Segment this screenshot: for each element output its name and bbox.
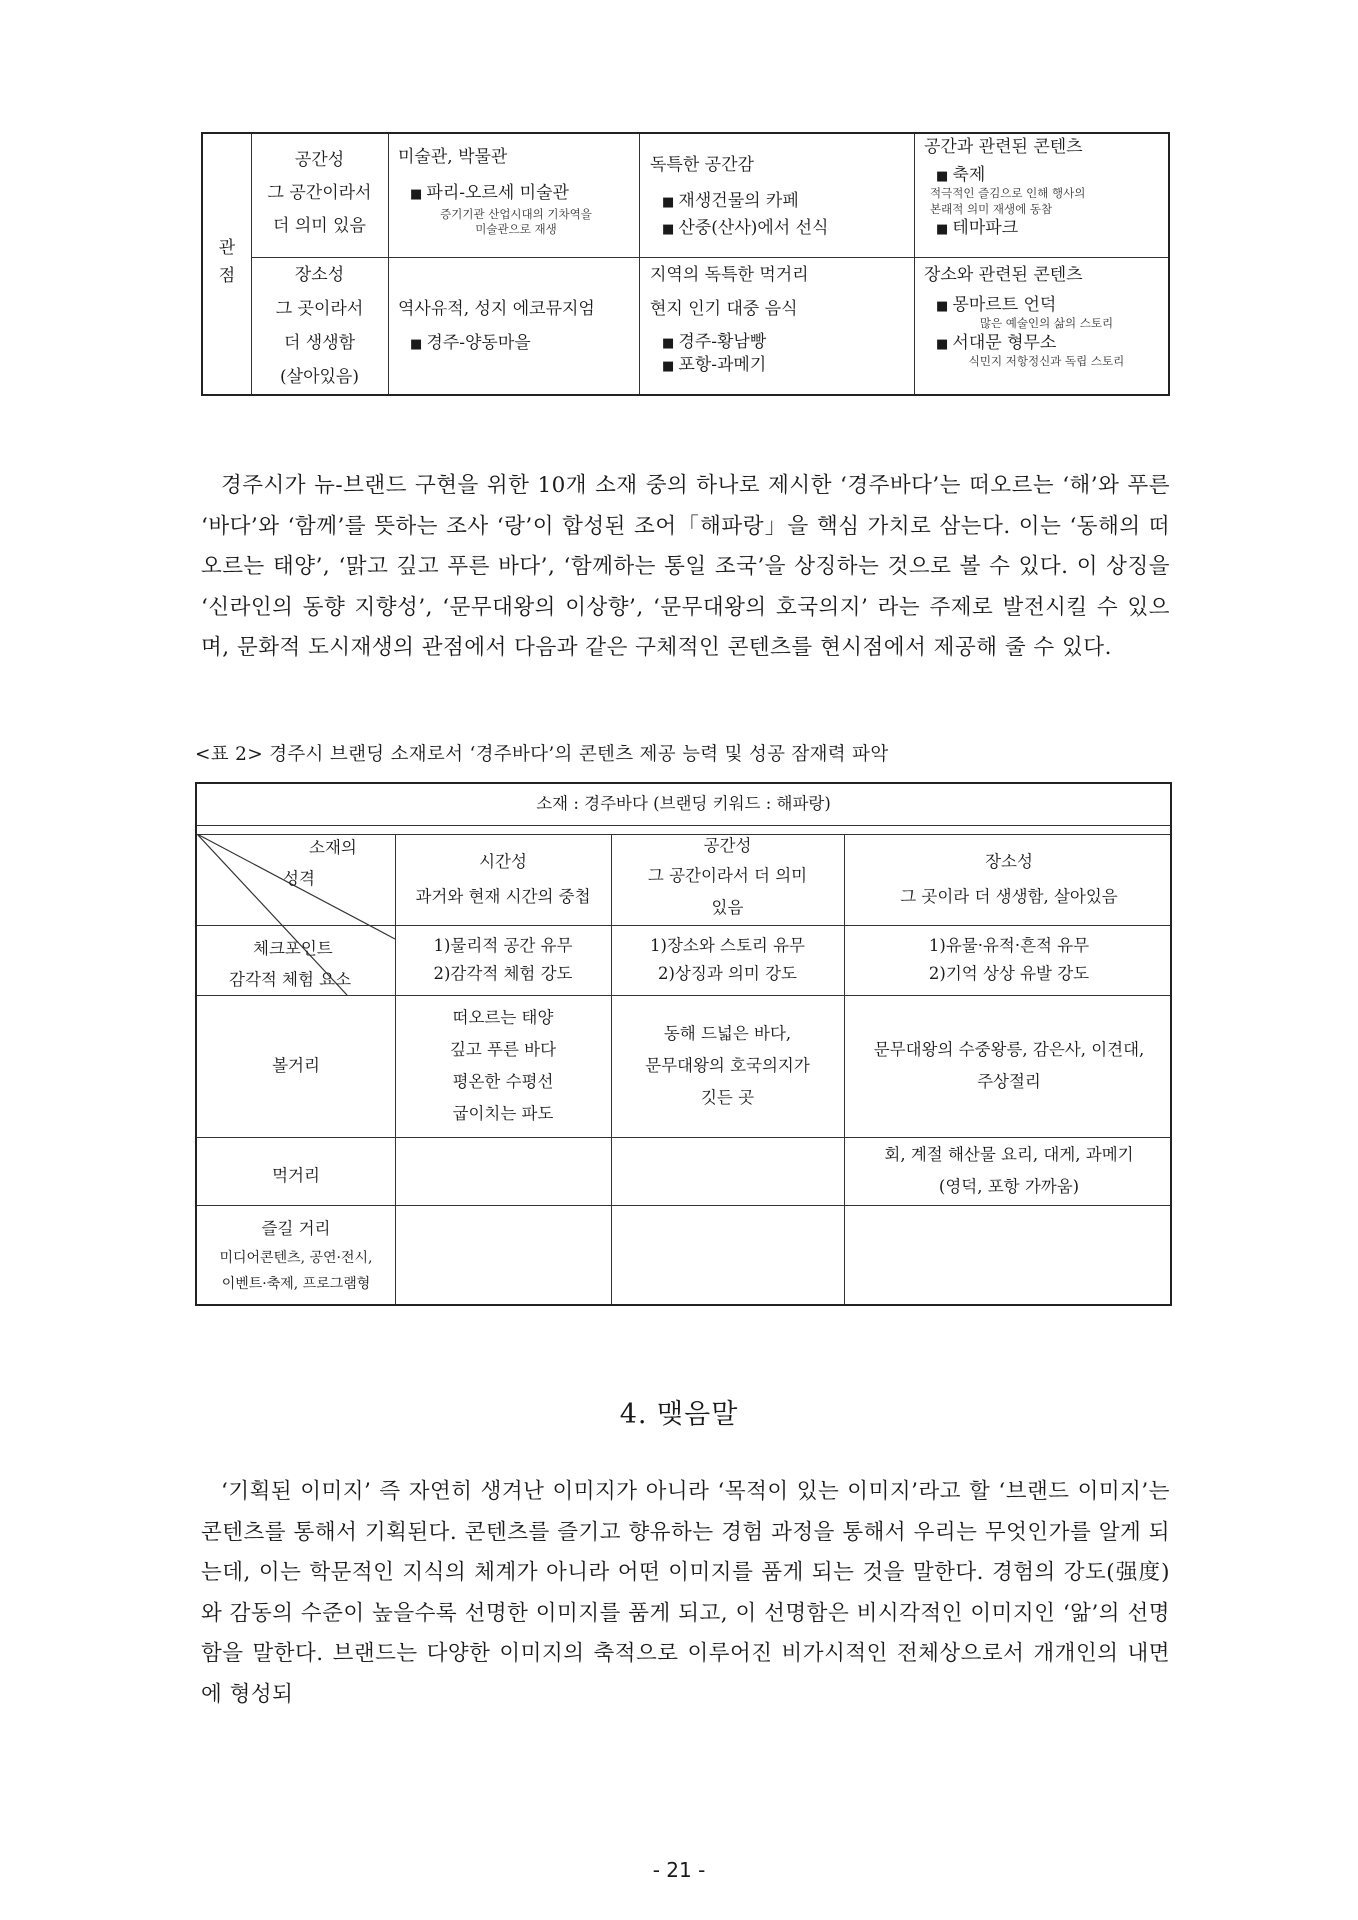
header-place: 장소성 그 곳이라 더 생생함, 살아있음 (900, 851, 1118, 906)
table-1 (201, 132, 1170, 396)
table-2-title: 소재 : 경주바다 (브랜딩 키워드 : 해파랑) (536, 794, 831, 814)
checkpoint-place: 1)유물·유적·흔적 유무 2)기억 상상 유발 강도 (928, 935, 1090, 983)
row-food-place: 회, 계절 해산물 요리, 대게, 과메기 (영덕, 포항 가까움) (884, 1144, 1134, 1196)
corner-label-mid: 성격 (283, 869, 315, 888)
row1-col4: 공간과 관련된 콘텐츠 ■ 축제 적극적인 즐김으로 인해 행사의 본래적 의미 재생에 동참 ■ 테마파크 (924, 134, 1169, 240)
table-2-caption: <표 2> 경주시 브랜딩 소재로서 ‘경주바다’의 콘텐츠 제공 능력 및 성공 잠재력 파악 (195, 744, 889, 765)
side-label: 관 점 (218, 238, 236, 286)
checkpoint-space: 1)장소와 스토리 유무 2)상징과 의미 강도 (650, 935, 805, 983)
row-food-label: 먹거리 (272, 1165, 320, 1185)
body-paragraph-2: ‘기획된 이미지’ 즉 자연히 생겨난 이미지가 아니라 ‘목적이 있는 이미지’라고 할 ‘브랜드 이미지’는 콘텐츠를 통해서 기획된다. 콘텐츠를 즐기고 향유하는 경험 과정을 통해서 우리는 무엇인가를 알게 되는데, 이는 학문적인 지식의 체계가 아니라 어떤 이미지를 품게 되는 것을 말한다. 경험의 강도(强度)와 감동의 수준이 높을수록 선명한 이미지를 품게 되고, 이 선명함은 비시각적인 이미지인 ‘앎’의 선명함을 말한다. 브랜드는 다양한 이미지의 축적으로 이루어진 비가시적인 전체상으로서 개개인의 내면에 형성되 (201, 1479, 1170, 1707)
checkpoint-time: 1)물리적 공간 유무 2)감각적 체험 강도 (433, 935, 573, 983)
corner-label-top: 소재의 (309, 838, 357, 857)
page-number: - 21 - (652, 1858, 706, 1882)
header-time: 시간성 과거와 현재 시간의 중첩 (415, 851, 591, 906)
row1-col2: 미술관, 박물관 ■ 파리-오르세 미술관 증기기관 산업시대의 기차역을 미술관으로 재생 (398, 144, 634, 238)
section-heading: 4. 맺음말 (619, 1399, 739, 1430)
corner-label-sub: 감각적 체험 요소 (229, 970, 352, 989)
body-paragraph-1: 경주시가 뉴-브랜드 구현을 위한 10개 소재 중의 하나로 제시한 ‘경주바다’는 떠오르는 ‘해’와 푸른 ‘바다’와 ‘함께’를 뜻하는 조사 ‘랑’이 합성된 조어「해파랑」을 핵심 가치로 삼는다. 이는 ‘동해의 떠오르는 태양’, ‘맑고 깊고 푸른 바다’, ‘함께하는 통일 조국’을 상징하는 것으로 볼 수 있다. 이 상징을 ‘신라인의 동향 지향성’, ‘문무대왕의 이상향’, ‘문무대왕의 호국의지’ 라는 주제로 발전시킬 수 있으며, 문화적 도시재생의 관점에서 다음과 같은 구체적인 콘텐츠를 현시점에서 제공해 줄 수 있다. (201, 473, 1170, 660)
row-fun-label: 즐길 거리 미디어콘텐츠, 공연·전시, 이벤트·축제, 프로그램형 (219, 1219, 373, 1293)
table-2 (195, 782, 1172, 1306)
row2-col1: 장소성 그 곳이라서 더 생생함 (살아있음) (275, 265, 364, 387)
row-sights-label: 볼거리 (272, 1055, 320, 1075)
row-sights-time: 떠오르는 태양 깊고 푸른 바다 평온한 수평선 굽이치는 파도 (449, 1007, 557, 1124)
row1-col3: 독특한 공간감 ■ 재생건물의 카페 ■ 산중(산사)에서 선식 (650, 152, 910, 241)
row-sights-space: 동해 드넓은 바다, 문무대왕의 호국의지가 깃든 곳 (645, 1023, 810, 1108)
row1-col1: 공간성 그 공간이라서 더 의미 있음 (267, 150, 372, 236)
corner-label-bottom: 체크포인트 (253, 939, 333, 958)
row2-col4: 장소와 관련된 콘텐츠 ■ 몽마르트 언덕 많은 예술인의 삶의 스토리 ■ 서대문 형무소 식민지 저항정신과 독립 스토리 (924, 262, 1169, 370)
header-space: 공간성 그 공간이라서 더 의미 있음 (647, 836, 808, 917)
row2-col2: 역사유적, 성지 에코뮤지엄 ■ 경주-양동마을 (398, 292, 634, 362)
row-sights-place: 문무대왕의 수중왕릉, 감은사, 이견대, 주상절리 (873, 1039, 1145, 1091)
row2-col3: 지역의 독특한 먹거리 현지 인기 대중 음식 ■ 경주-황남빵 ■ 포항-과메기 (650, 262, 910, 378)
